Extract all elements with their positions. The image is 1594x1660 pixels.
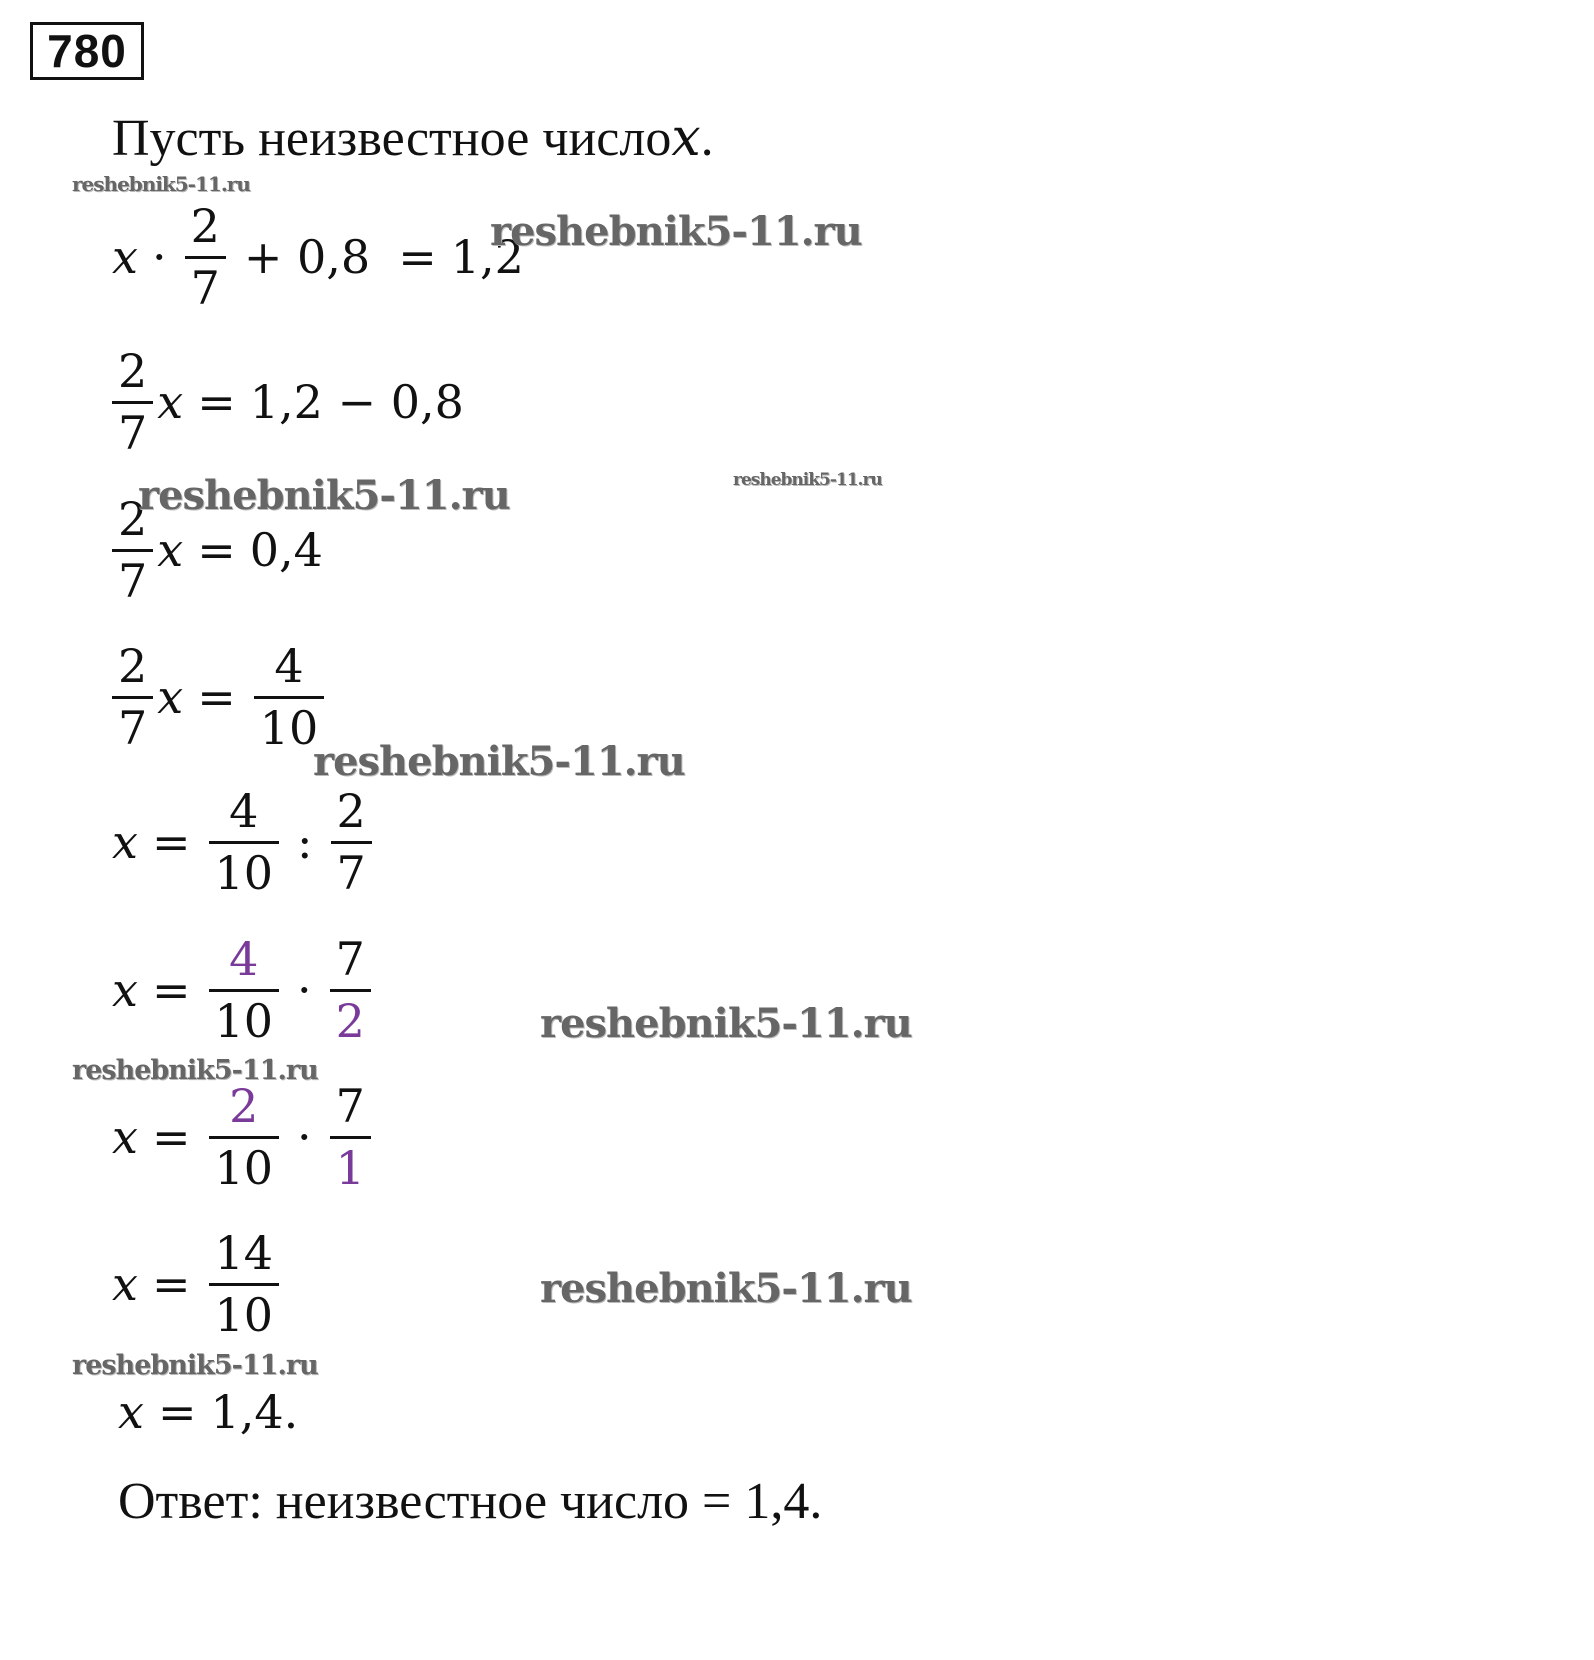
watermark: reshebnik5-11.ru xyxy=(72,1350,318,1381)
intro-var: x xyxy=(671,108,701,168)
rhs: 1,4. xyxy=(210,1385,299,1439)
fraction: $\frac{4}{10}$ xyxy=(254,640,325,755)
equation-step-6 xyxy=(112,933,375,1048)
equals: = xyxy=(197,523,236,578)
equation-step-2 xyxy=(108,345,464,460)
equals: = xyxy=(151,1257,191,1312)
problem-number: 780 xyxy=(30,22,144,80)
variable: x xyxy=(157,523,184,578)
answer-text: Ответ: неизвестное число = 1,4. xyxy=(118,1473,823,1530)
operator: + 0,8 xyxy=(243,230,371,285)
rhs: 1,2 xyxy=(450,230,524,285)
equals: = xyxy=(398,230,437,285)
watermark: reshebnik5-11.ru xyxy=(138,472,510,519)
fraction: $\frac{2}{7}$ xyxy=(331,785,372,900)
fraction: $\frac{14}{10}$ xyxy=(209,1227,280,1342)
equation-step-9 xyxy=(118,1385,298,1439)
equation-step-1 xyxy=(112,200,524,315)
fraction: $\frac{2}{7}$ xyxy=(112,345,153,460)
equals: = xyxy=(151,1110,191,1165)
answer-line xyxy=(118,1472,822,1531)
watermark: reshebnik5-11.ru xyxy=(72,1055,318,1086)
watermark: reshebnik5-11.ru xyxy=(72,172,250,196)
watermark: reshebnik5-11.ru xyxy=(540,1000,912,1047)
equation-step-7 xyxy=(112,1080,375,1195)
equation-step-4 xyxy=(108,640,328,755)
rhs: 0,4 xyxy=(249,523,323,578)
operator: · xyxy=(151,230,167,285)
rhs: 1,2 − 0,8 xyxy=(249,375,464,430)
equals: = xyxy=(151,963,191,1018)
equation-step-8 xyxy=(112,1227,283,1342)
intro-text: Пусть неизвестное число xyxy=(112,109,672,167)
fraction: $\frac{7}{2}$ xyxy=(330,933,371,1048)
equals: = xyxy=(197,375,236,430)
equation-step-5 xyxy=(112,785,376,900)
fraction: $\frac{2}{10}$ xyxy=(209,1080,280,1195)
watermark: reshebnik5-11.ru xyxy=(313,738,685,785)
fraction: $\frac{2}{7}$ xyxy=(112,640,153,755)
intro-line xyxy=(112,108,714,168)
variable: x xyxy=(112,963,138,1018)
equals: = xyxy=(197,670,236,725)
watermark: reshebnik5-11.ru xyxy=(733,470,882,490)
fraction: $\frac{7}{1}$ xyxy=(330,1080,371,1195)
operator: · xyxy=(297,963,312,1018)
fraction: $\frac{2}{7}$ xyxy=(185,200,226,315)
fraction: $\frac{4}{10}$ xyxy=(209,933,280,1048)
variable: x xyxy=(112,230,138,285)
variable: x xyxy=(157,375,184,430)
intro-end: . xyxy=(700,109,714,167)
variable: x xyxy=(112,1257,138,1312)
operator: · xyxy=(297,1110,312,1165)
watermark: reshebnik5-11.ru xyxy=(490,208,862,255)
variable: x xyxy=(112,1110,138,1165)
fraction: $\frac{2}{7}$ xyxy=(112,493,153,608)
variable: x xyxy=(112,815,138,870)
equals: = xyxy=(151,815,191,870)
operator: : xyxy=(297,815,313,870)
watermark: reshebnik5-11.ru xyxy=(540,1265,912,1312)
variable: x xyxy=(157,670,184,725)
equals: = xyxy=(157,1385,197,1439)
variable: x xyxy=(118,1385,144,1439)
fraction: $\frac{4}{10}$ xyxy=(209,785,280,900)
